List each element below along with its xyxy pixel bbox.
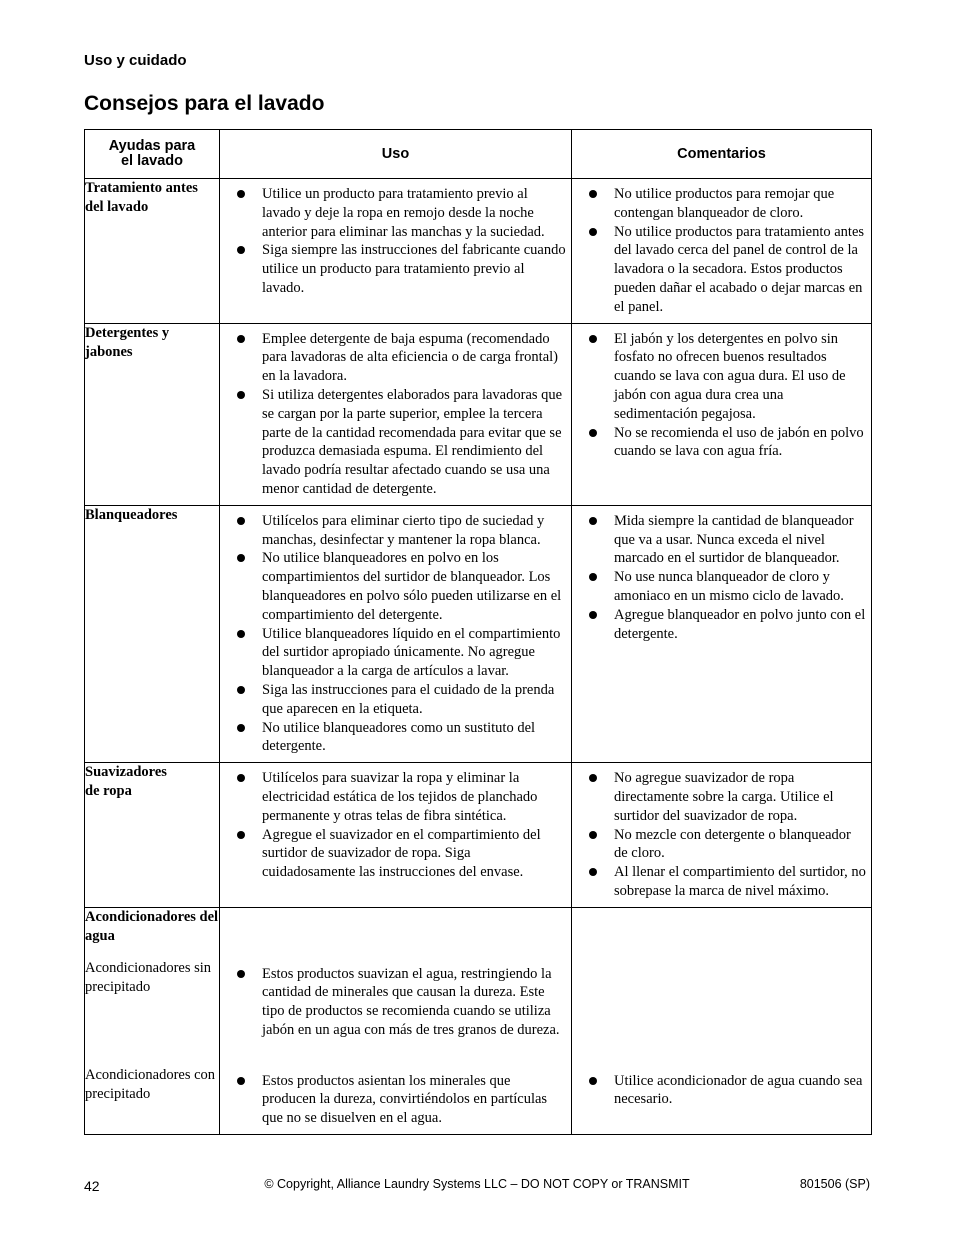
list-item: Emplee detergente de baja espuma (recomendado para lavadoras de alta eficiencia o de carga frontal) en la lavadora. [220,330,567,386]
bullet-icon [237,686,245,694]
list-item: Utilícelos para eliminar cierto tipo de suciedad y manchas, desinfectar y mantener la ropa blanca. [220,512,567,550]
uso-cell [220,323,572,505]
list-item: Agregue blanqueador en polvo junto con el detergente. [572,606,867,644]
list-item: No utilice productos para remojar que contengan blanqueador de cloro. [572,185,867,223]
table-row [85,179,872,324]
bullet-icon [237,190,245,198]
list-item: Estos productos asientan los minerales que producen la dureza, convirtiéndolos en partículas que no se disuelven en el agua. [220,1072,567,1128]
bullet-icon [237,391,245,399]
list-item: No mezcle con detergente o blanqueador de cloro. [572,826,867,864]
list-item: No utilice blanqueadores como un sustituto del detergente. [220,719,567,757]
list-item: Utilice un producto para tratamiento previo al lavado y deje la ropa en remojo desde la noche anterior para eliminar las manchas y la suciedad. [220,185,567,241]
uso-cell [220,763,572,908]
aid-name: Acondicionadores del agua [85,908,219,944]
page-number: 42 [84,1178,100,1194]
aid-name: Blanqueadores [85,506,178,523]
bullet-icon [237,554,245,562]
list-item: No use nunca blanqueador de cloro y amoniaco en un mismo ciclo de lavado. [572,568,867,606]
list-item: Al llenar el compartimiento del surtidor, no sobrepase la marca de nivel máximo. [572,863,867,901]
page-title: Consejos para el lavado [84,92,325,115]
comentarios-cell [572,907,872,1134]
list-item: No agregue suavizador de ropa directamente sobre la carga. Utilice el surtidor del suavizador de ropa. [572,769,867,825]
aid-name: Tratamiento antes del lavado [85,180,198,215]
table-row [85,907,872,1134]
list-item: Siga siempre las instrucciones del fabricante cuando utilice un producto para tratamiento previo al lavado. [220,241,567,297]
document-code: 801506 (SP) [799,1177,870,1191]
list-item: No utilice productos para tratamiento antes del lavado cerca del panel de control de la lavadora o la secadora. Estos productos pueden dañar el acabado o dejar marcas en el panel. [572,223,867,317]
list-item: El jabón y los detergentes en polvo sin fosfato no ofrecen buenos resultados cuando se lava con agua dura. El uso de jabón con agua dura crea una sedimentación pegajosa. [572,330,867,424]
table-row [85,505,872,762]
aid-cell [85,179,220,324]
bullet-icon [237,831,245,839]
list-item: Estos productos suavizan el agua, restringiendo la cantidad de minerales que causan la dureza. Este tipo de productos se recomienda cuando se utiliza jabón en un agua con más de tres granos de dureza. [220,965,567,1059]
uso-cell [220,505,572,762]
column-header-uso: Uso [220,130,572,179]
aid-cell [85,323,220,505]
column-header-comentarios: Comentarios [572,130,872,179]
list-item: Siga las instrucciones para el cuidado de la prenda que aparecen en la etiqueta. [220,681,567,719]
bullet-icon [589,868,597,876]
bullet-icon [589,190,597,198]
bullet-icon [589,573,597,581]
aid-cell [85,763,220,908]
bullet-icon [237,724,245,732]
bullet-icon [589,228,597,236]
uso-cell [220,907,572,1134]
copyright-notice: © Copyright, Alliance Laundry Systems LLC – DO NOT COPY or TRANSMIT [264,1177,690,1191]
uso-cell [220,179,572,324]
section-label: Uso y cuidado [84,52,187,69]
list-item: Utilice acondicionador de agua cuando sea necesario. [572,1072,867,1110]
list-item: Si utiliza detergentes elaborados para lavadoras que se cargan por la parte superior, emplee la tercera parte de la cantidad recomendada para evitar que se produzca demasiada espuma. El rendimiento del lavado podría resultar afectado cuando se usa una menor cantidad de detergente. [220,386,567,499]
bullet-icon [237,1077,245,1085]
washing-tips-table [84,129,872,1135]
aid-cell [85,907,220,1134]
list-item: Utilícelos para suavizar la ropa y eliminar la electricidad estática de los tejidos de planchado permanente y otras telas de fibra sintética. [220,769,567,825]
comentarios-cell [572,505,872,762]
bullet-icon [237,970,245,978]
sub-aid-name: Acondicionadores con precipitado [85,1066,216,1102]
bullet-icon [589,335,597,343]
comentarios-cell [572,179,872,324]
bullet-icon [237,517,245,525]
bullet-icon [589,774,597,782]
aid-name: Suavizadores [85,764,167,781]
bullet-icon [237,630,245,638]
sub-aid-name: Acondicionadores sin precipitado [85,959,212,995]
bullet-icon [589,517,597,525]
table-header-row [85,130,872,179]
list-item: No se recomienda el uso de jabón en polvo cuando se lava con agua fría. [572,424,867,462]
list-item: No utilice blanqueadores en polvo en los compartimientos del surtidor de blanqueador. Los blanqueadores en polvo sólo pueden utilizarse en el compartimiento del detergente. [220,549,567,624]
aid-name: de ropa [85,783,132,800]
list-item: Agregue el suavizador en el compartimiento del surtidor de suavizador de ropa. Siga cuidadosamente las instrucciones del envase. [220,826,567,882]
bullet-icon [589,1077,597,1085]
comentarios-cell [572,323,872,505]
comentarios-cell [572,763,872,908]
table-row [85,763,872,908]
bullet-icon [237,774,245,782]
table-row [85,323,872,505]
bullet-icon [237,335,245,343]
column-header-aids: Ayudas para el lavado [85,130,220,179]
bullet-icon [589,831,597,839]
list-item: Utilice blanqueadores líquido en el compartimiento del surtidor apropiado únicamente. No agregue blanqueador a la carga de artículos a lavar. [220,625,567,681]
bullet-icon [237,246,245,254]
bullet-icon [589,611,597,619]
aid-name: Detergentes y jabones [85,324,170,360]
aid-cell [85,505,220,762]
list-item: Mida siempre la cantidad de blanqueador que va a usar. Nunca exceda el nivel marcado en el surtidor de blanqueador. [572,512,867,568]
bullet-icon [589,429,597,437]
